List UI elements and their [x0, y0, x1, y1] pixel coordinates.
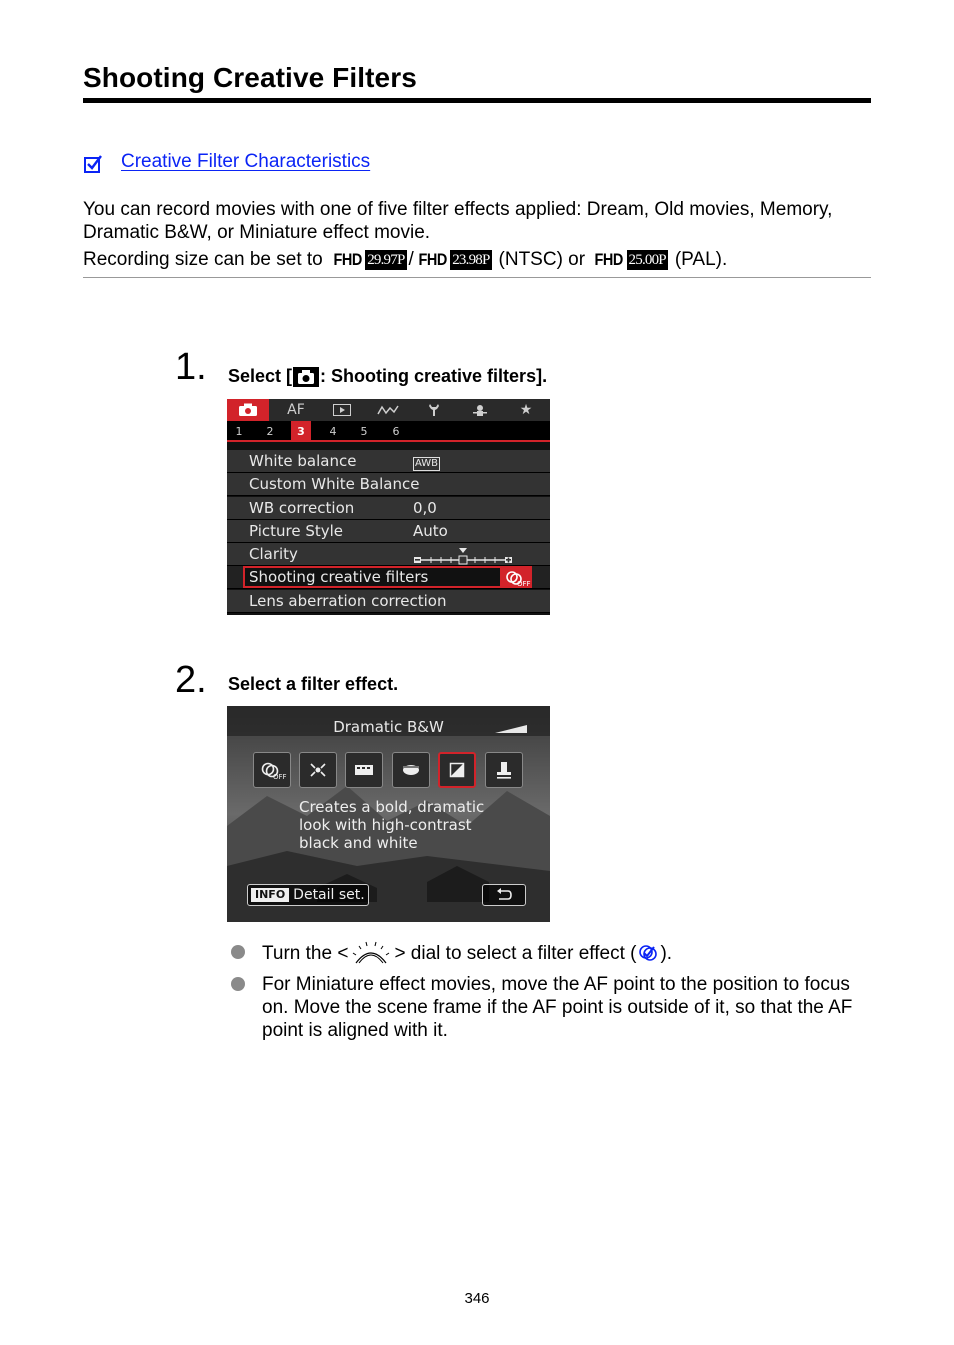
- svg-text:OFF: OFF: [517, 579, 531, 588]
- dramatic-bw-icon: [449, 762, 465, 778]
- title-rule: [83, 98, 871, 103]
- sub-tab-6[interactable]: 6: [392, 425, 400, 438]
- return-button[interactable]: [482, 884, 526, 906]
- menu-row-clarity[interactable]: Clarity: [227, 543, 550, 566]
- menu-row-white-balance[interactable]: White balance AWB: [227, 450, 550, 473]
- step-2-number: 2.: [175, 659, 207, 701]
- fhd-2500p-icon: FHD 25.00P: [594, 250, 666, 269]
- step-2-text: Select a filter effect.: [228, 674, 399, 694]
- return-icon: [495, 888, 513, 902]
- fhd-2997p-icon: FHD 29.97P: [333, 250, 405, 269]
- sub-tab-2[interactable]: 2: [266, 425, 274, 438]
- page-number: 346: [464, 1290, 490, 1307]
- step-1-number: 1.: [175, 346, 207, 388]
- related-link-row[interactable]: [83, 150, 370, 174]
- dramatic-bw-filter-button[interactable]: [438, 752, 476, 788]
- bullet-marker: [231, 977, 245, 991]
- fhd-2398p-icon: FHD 23.98P: [418, 250, 490, 269]
- old-movies-filter-button[interactable]: [345, 752, 383, 788]
- star-tab-icon[interactable]: ★: [519, 402, 533, 418]
- settings-tab-icon[interactable]: [459, 399, 501, 421]
- section-divider: [83, 277, 871, 278]
- main-dial-icon: [352, 941, 390, 965]
- af-tab[interactable]: AF: [287, 402, 305, 418]
- sub-tab-3[interactable]: 3: [291, 421, 311, 442]
- ntsc-text: (NTSC) or: [498, 249, 586, 270]
- checkbox-link-icon: [83, 154, 103, 174]
- detail-set-label: Detail set.: [293, 887, 365, 903]
- recording-size-line: [83, 248, 871, 272]
- pal-text: (PAL).: [674, 249, 728, 270]
- info-tag: INFO: [251, 888, 289, 902]
- step-1-text: Select [ : Shooting creative filters].: [228, 366, 548, 386]
- camera-icon: [293, 367, 319, 387]
- miniature-icon: [495, 760, 513, 780]
- filter-off-icon: [500, 567, 532, 588]
- menu-row-wb-correction[interactable]: WB correction 0,0: [227, 497, 550, 520]
- old-movies-icon: [353, 762, 375, 778]
- wave-tab-icon[interactable]: [367, 399, 409, 421]
- bullet-dial-instruction: Turn the < > dial to select a filter effect ( ).: [262, 942, 673, 964]
- play-tab-icon[interactable]: [321, 399, 363, 421]
- miniature-filter-button[interactable]: [485, 752, 523, 788]
- awb-badge: AWB: [415, 458, 439, 469]
- camera-menu-screen: [227, 399, 550, 615]
- bullet-miniature-note: For Miniature effect movies, move the AF point to the position to focus on. Move the scene frame if the AF point is outside of it, so that the AF point is aligned with it.: [262, 974, 853, 1041]
- filter-effect-icon: [638, 943, 658, 963]
- page-title: Shooting Creative Filters: [83, 62, 417, 93]
- filter-title: Dramatic B&W: [333, 718, 444, 736]
- memory-filter-button[interactable]: [392, 752, 430, 788]
- filter-off-icon: [259, 760, 285, 780]
- filter-off-button[interactable]: [253, 752, 291, 788]
- dream-filter-button[interactable]: [299, 752, 337, 788]
- sub-tab-5[interactable]: 5: [360, 425, 368, 438]
- clarity-scale: [413, 547, 513, 565]
- menu-tab-bar: [227, 399, 550, 421]
- menu-row-picture-style[interactable]: Picture Style Auto: [227, 520, 550, 543]
- sub-tab-1[interactable]: 1: [235, 425, 243, 438]
- menu-row-custom-wb[interactable]: Custom White Balance: [227, 473, 550, 496]
- bullet-marker: [231, 945, 245, 959]
- filter-description: Creates a bold, dramatic look with high-contrast black and white: [299, 798, 485, 852]
- menu-row-shooting-creative-filters[interactable]: Shooting creative filters OFF: [227, 566, 550, 589]
- recording-prefix: Recording size can be set to: [83, 249, 323, 270]
- memory-icon: [400, 762, 422, 778]
- intro-paragraph: You can record movies with one of five filter effects applied: Dream, Old movies, Memory, Dramatic B&W, or Miniature effect movie.: [83, 199, 833, 243]
- filter-select-screen: [227, 706, 550, 922]
- creative-filter-characteristics-link[interactable]: Creative Filter Characteristics: [121, 151, 371, 172]
- svg-text:OFF: OFF: [273, 773, 287, 781]
- sub-tab-4[interactable]: 4: [329, 425, 337, 438]
- slash: /: [408, 249, 414, 270]
- camera-tab-icon[interactable]: [227, 399, 269, 421]
- menu-row-lens-aberration[interactable]: Lens aberration correction: [227, 590, 550, 613]
- dream-icon: [308, 761, 328, 779]
- detail-settings-button[interactable]: [247, 884, 369, 906]
- menu-sub-tab-bar: [227, 421, 550, 442]
- wrench-tab-icon[interactable]: [413, 399, 455, 421]
